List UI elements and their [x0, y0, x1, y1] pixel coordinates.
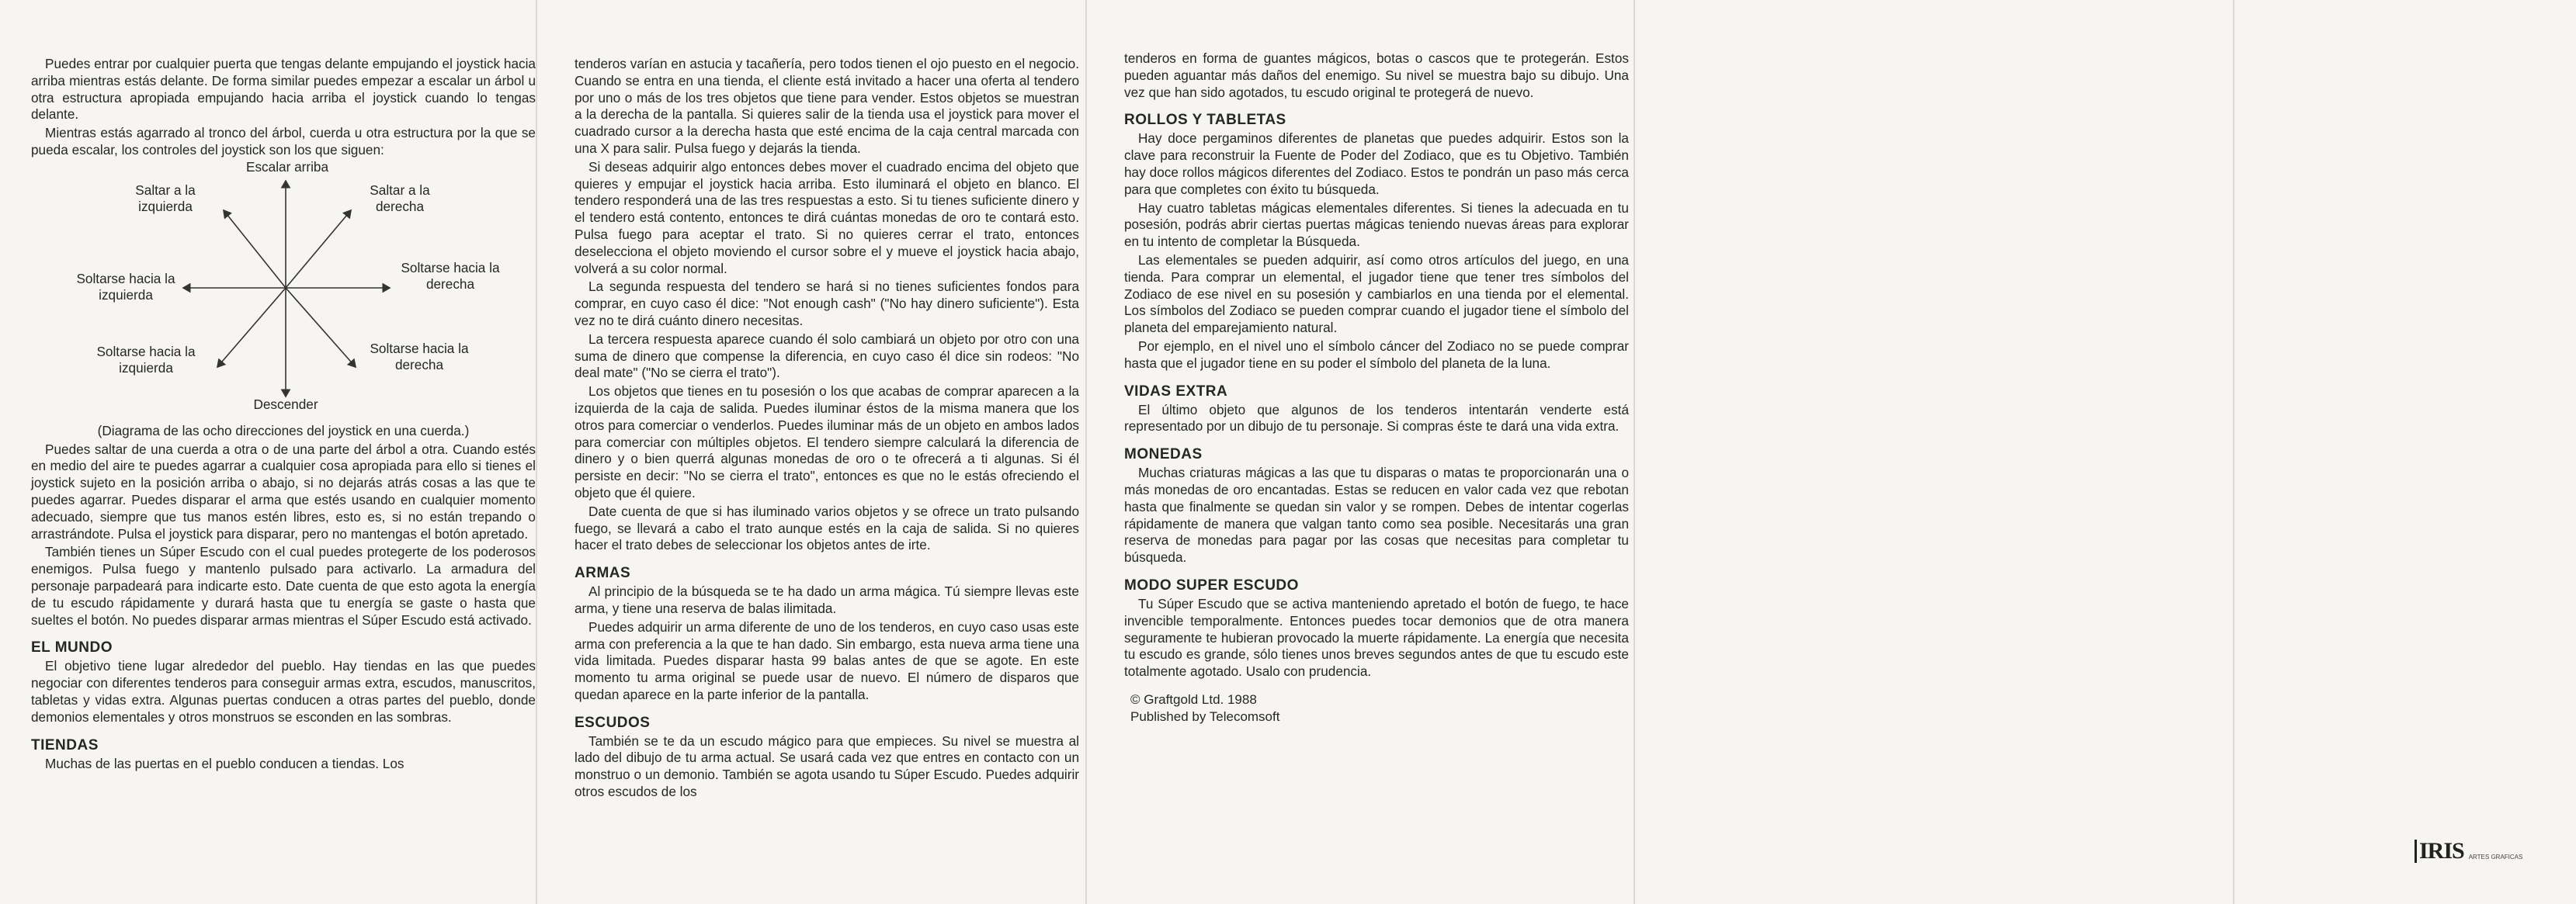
paragraph: Muchas de las puertas en el pueblo conducen a tiendas. Los	[45, 755, 404, 771]
credits	[1124, 691, 1629, 726]
paragraph: Tu Súper Escudo que se activa manteniendo apretado el botón de fuego, te hace invencible temporalmente. Entonces puedes tocar demonios que de otra manera seguramente te hubieran provocado la muerte rápidamente. La energía que necesita tu escudo es grande, sólo tienes unos breves segundos antes de que tu escudo este totalmente agotado. Usalo con prudencia.	[1124, 595, 1629, 680]
paragraph: Las elementales se pueden adquirir, así como otros artículos del juego, en una tienda. Para comprar un elemental, el jugador tiene que tener tres símbolos del Zodiaco de ese nivel en su posesión y cambiarlos en una tienda por el elemental. Los símbolos del Zodiaco se pueden comprar cuando el jugador tiene el símbolo del planeta del emparejamiento natural.	[1124, 251, 1629, 336]
column-3	[1124, 50, 1629, 726]
section-heading: VIDAS EXTRA	[1124, 383, 1228, 400]
paragraph: La tercera respuesta aparece cuando él solo cambiará un objeto por otro con una suma de dinero que compense la diferencia, en cuyo caso él dice sin rodeos: "No deal mate" ("No se cierra el trato").	[575, 331, 1079, 381]
paragraph: Los objetos que tienes en tu posesión o los que acabas de comprar aparecen a la izquierda de la caja de salida. Puedes iluminar éstos de la misma manera que los otros para comerciar o venderlos. Puedes iluminar más de un objeto en ambos lados para comerciar con múltiples objetos. El tendero siempre calculará la diferencia de dinero y o bien querrá algunas monedas de oro o te ofrecerá a ti algunas. Si él persiste en decir: "No se cierra el trato", entonces es que no le estás ofreciendo el objeto que él quiere.	[575, 383, 1079, 500]
paragraph: Por ejemplo, en el nivel uno el símbolo cáncer del Zodiaco no se puede comprar hasta que el jugador tiene en su poder el símbolo del planeta de la luna.	[1124, 338, 1629, 371]
paragraph: tenderos en forma de guantes mágicos, botas o cascos que te protegerán. Estos pueden aguantar más daños del enemigo. Su nivel se muestra bajo su dibujo. Una vez que han sido agotados, tu escudo original te protegerá de nuevo.	[1124, 50, 1629, 100]
paragraph: La segunda respuesta del tendero se hará si no tienes suficientes fondos para comprar, en cuyo caso él dice: "Not enough cash" ("No hay dinero suficiente"). Esta vez no te dirá cuánto dinero necesitas.	[575, 279, 1079, 328]
paragraph: Puedes adquirir un arma diferente de uno de los tenderos, en cuyo caso usas este arma con preferencia a la que te han dado. Sin embargo, esta nueva arma tiene una vida limitada. Puedes disparar hasta 99 balas antes de que se agote. En este momento tu arma original se puede usar de nuevo. El número de disparos que quedan aparece en la parte inferior de la pantalla.	[575, 618, 1079, 702]
section-heading: ROLLOS Y TABLETAS	[1124, 112, 1286, 129]
paragraph: tenderos varían en astucia y tacañería, pero todos tienen el ojo puesto en el negocio. Cuando se entra en una tienda, el cliente está invitado a hacer una oferta al tendero por uno o más de los tres objetos que tiene para vender. Estos objetos se muestran a la derecha de la pantalla. Si quieres salir de la tienda usa el joystick para mover el cuadrado cursor a la derecha hasta que esté encima de la caja central marcada con una X para salir. Pulsa fuego y dejarás la tienda.	[575, 56, 1079, 156]
label-down-right: Soltarse hacia la derecha	[370, 340, 469, 372]
paragraph: Al principio de la búsqueda se te ha dado un arma mágica. Tú siempre llevas este arma, y tiene una reserva de balas ilimitada.	[575, 584, 1079, 616]
paragraph: Mientras estás agarrado al tronco del árbol, cuerda u otra estructura por la que se pueda escalar, los controles del joystick son los que siguen:	[31, 125, 536, 158]
section-heading: TIENDAS	[31, 736, 99, 753]
section-heading: MONEDAS	[1124, 446, 1203, 463]
label-up-left: Saltar a la izquierda	[135, 182, 196, 214]
label-down-left: Soltarse hacia la izquierda	[96, 343, 196, 376]
fold-line	[1633, 0, 1635, 904]
paragraph: También tienes un Súper Escudo con el cual puedes protegerte de los poderosos enemigos. Pulsa fuego y mantenlo pulsado para activarlo. La armadura del personaje parpadeará para indicarte esto. Date cuenta de que esto agota la energía de tu escudo rápidamente y durará hasta que tu energía se gaste o hasta que sueltes el botón. No puedes disparar armas mientras el Súper Escudo está activado.	[31, 544, 536, 628]
label-left: Soltarse hacia la izquierda	[76, 270, 175, 303]
paragraph: También se te da un escudo mágico para que empieces. Su nivel se muestra al lado del dibujo de tu arma actual. Se usará cada vez que entres en contacto con un monstruo o un demonio. También se agota usando tu Súper Escudo. Puedes adquirir otros escudos de los	[575, 733, 1079, 800]
paragraph: Date cuenta de que si has iluminado varios objetos y se ofrece un trato pulsando fuego, se llevará a cabo el trato aunque estés en la caja de salida. Si no quieres hacer el trato debes de seleccionar los objetos antes de irte.	[575, 503, 1079, 553]
section-heading: ARMAS	[575, 565, 631, 582]
section-heading: MODO SUPER ESCUDO	[1124, 577, 1299, 594]
column-2	[575, 56, 1079, 802]
column-1	[31, 56, 536, 774]
diagram-caption: (Diagrama de las ocho direcciones del joystick en una cuerda.)	[97, 422, 470, 438]
label-down: Descender	[253, 396, 318, 412]
paragraph: El objetivo tiene lugar alrededor del pueblo. Hay tiendas en las que puedes negociar con diferentes tenderos para conseguir armas extra, escudos, manuscritos, tabletas y vidas extra. Algunas puertas conducen a otras partes del pueblo, donde demonios elementales y otros monstruos se esconden en las sombras.	[31, 658, 536, 725]
paragraph: Puedes saltar de una cuerda a otra o de una parte del árbol a otra. Cuando estés en medio del aire te puedes agarrar a cualquier cosa apropiada para ello si tienes el joystick sujeto en la posición arriba o abajo, si no dejarás atrás cosas a las que te puedes agarrar. Puedes disparar el arma que estés usando en cualquier momento adecuado, siempre que tus manos estén libres, esto es, si no están trepando o arrastrándote. Pulsa el joystick para disparar, pero no mantengas el botón apretado.	[31, 441, 536, 542]
copyright-text: © Graftgold Ltd. 1988	[1130, 691, 1257, 707]
logo-mark: IRIS	[2415, 840, 2464, 863]
label-right: Soltarse hacia la derecha	[401, 259, 500, 292]
paragraph: El último objeto que algunos de los tenderos intentarán venderte está representado por un dibujo de tu personaje. Si compras éste te dará una vida extra.	[1124, 401, 1629, 435]
fold-line	[2233, 0, 2234, 904]
paragraph: Si deseas adquirir algo entonces debes mover el cuadrado encima del objeto que quieres y empujar el joystick hacia arriba. Esto iluminará el objeto en blanco. El tendero responderá una de las tres respuestas a esto. Si tu tienes suficiente dinero y el tendero está contento, entonces te dirá cuántas monedas de oro te contará esto. Pulsa fuego para aceptar el trato. Si no quieres cerrar el trato, entonces deselecciona el objeto moviendo el cursor sobre el y mueve el joystick hacia abajo, volverá a su color normal.	[575, 158, 1079, 276]
label-up: Escalar arriba	[245, 158, 329, 175]
printer-logo	[2415, 840, 2522, 863]
section-heading: EL MUNDO	[31, 639, 113, 656]
paragraph: Hay cuatro tabletas mágicas elementales diferentes. Si tienes la adecuada en tu posesión, podrás abrir ciertas puertas mágicas teniendo nuevas áreas para explorar en tu intento de completar la Búsqueda.	[1124, 199, 1629, 250]
paragraph: Muchas criaturas mágicas a las que tu disparas o matas te proporcionarán una o más monedas de oro encantadas. Estas se reducen en valor cada vez que rebotan hasta que finalmente se quedan sin valor y se rompen. Debes de intentar cogerlas rápidamente de manera que valgan tanto como sea posible. Necesitarás una gran reserva de monedas para pagar por las cosas que necesitas para completar tu búsqueda.	[1124, 465, 1629, 566]
fold-line	[1085, 0, 1087, 904]
logo-subtitle: ARTES GRAFICAS	[2468, 854, 2523, 861]
label-up-right: Saltar a la derecha	[370, 182, 430, 214]
fold-line	[536, 0, 537, 904]
publisher-text: Published by Telecomsoft	[1130, 708, 1280, 724]
section-heading: ESCUDOS	[575, 714, 651, 731]
paragraph: Hay doce pergaminos diferentes de planetas que puedes adquirir. Estos son la clave para reconstruir la Fuente de Poder del Zodiaco, que es tu Objetivo. También hay doce rollos mágicos diferentes del Zodiaco. Estos te pondrán un paso más cerca para que completes con éxito tu búsqueda.	[1124, 130, 1629, 197]
joystick-diagram	[31, 158, 543, 412]
paragraph: Puedes entrar por cualquier puerta que tengas delante empujando el joystick hacia arriba mientras estás delante. De forma similar puedes empezar a escalar un árbol u otra estructura apropiada empujando hacia arriba el joystick cuando lo tengas delante.	[31, 56, 536, 123]
